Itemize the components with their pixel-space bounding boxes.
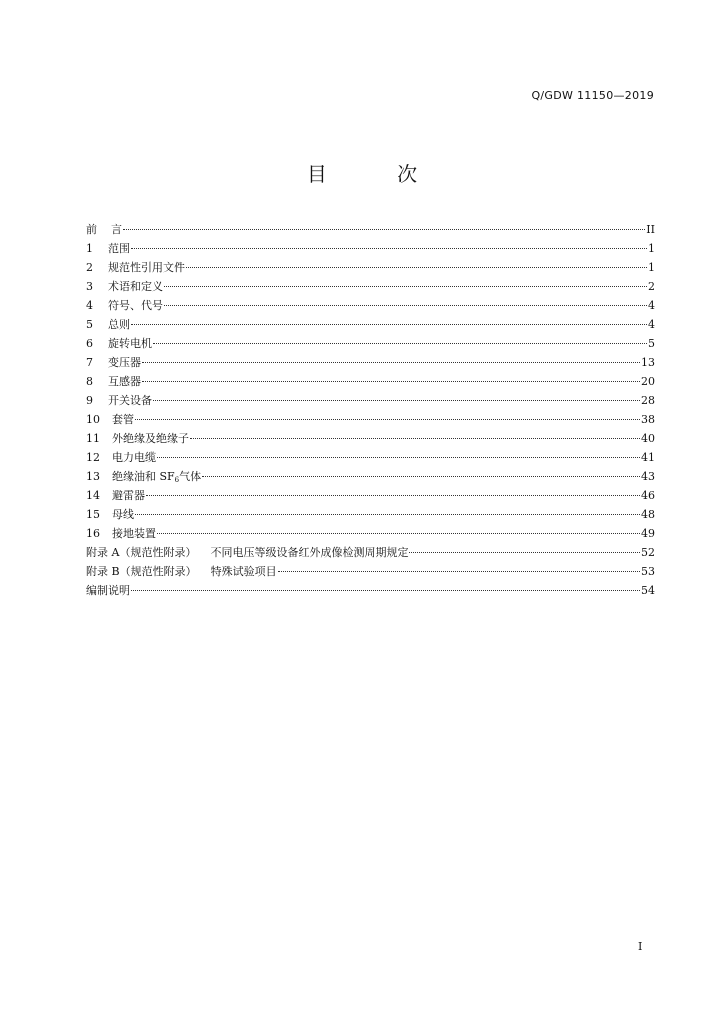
toc-page-number: 13 <box>641 356 655 369</box>
toc-leader-dots <box>164 273 647 287</box>
toc-title: 目 次 <box>306 162 450 186</box>
toc-page-number: 20 <box>641 375 655 388</box>
toc-page-number: 5 <box>648 337 655 350</box>
toc-page-number: 41 <box>641 451 655 464</box>
toc-entry-label: 10 套管 <box>86 413 134 426</box>
toc-entry-label: 14 避雷器 <box>86 489 145 502</box>
toc-leader-dots <box>123 216 645 230</box>
toc-leader-dots <box>131 577 640 591</box>
toc-leader-dots <box>142 349 640 363</box>
toc-entry-label: 附录 A（规范性附录） 不同电压等级设备红外成像检测周期规定 <box>86 546 409 559</box>
toc-page-number: 48 <box>641 508 655 521</box>
toc-entry-compilation-notes[interactable] <box>86 580 655 599</box>
toc-leader-dots <box>135 406 640 420</box>
toc-page-number: 2 <box>648 280 655 293</box>
toc-leader-dots <box>202 463 640 477</box>
toc-page-number: 46 <box>641 489 655 502</box>
toc-leader-dots <box>131 235 647 249</box>
toc-leader-dots <box>190 425 640 439</box>
toc-page-number: 38 <box>641 413 655 426</box>
toc-page-number: 43 <box>641 470 655 483</box>
toc-entry-label: 16 接地装置 <box>86 527 156 540</box>
toc-entry-label: 8 互感器 <box>86 375 141 388</box>
toc-entry-label: 12 电力电缆 <box>86 451 156 464</box>
toc-page-number: 4 <box>648 299 655 312</box>
toc-page-number: 28 <box>641 394 655 407</box>
toc-entry-label: 编制说明 <box>86 584 130 597</box>
toc-page-number: 49 <box>641 527 655 540</box>
page-number: I <box>638 940 643 953</box>
toc-leader-dots <box>164 292 647 306</box>
toc-entry-label: 11 外绝缘及绝缘子 <box>86 432 189 445</box>
toc-leader-dots <box>153 330 647 344</box>
toc-leader-dots <box>186 254 647 268</box>
toc-leader-dots <box>157 444 640 458</box>
toc-entry-label: 附录 B（规范性附录） 特殊试验项目 <box>86 565 277 578</box>
toc-page-number: 1 <box>648 261 655 274</box>
toc-leader-dots <box>278 558 640 572</box>
toc-entry-label: 4 符号、代号 <box>86 299 163 312</box>
toc-entry-label: 3 术语和定义 <box>86 280 163 293</box>
toc-entry-label: 15 母线 <box>86 508 134 521</box>
toc-page-number: 53 <box>641 565 655 578</box>
toc-leader-dots <box>131 311 647 325</box>
toc-page-number: 1 <box>648 242 655 255</box>
toc-entry-label: 7 变压器 <box>86 356 141 369</box>
toc-leader-dots <box>142 368 640 382</box>
toc-entry-label: 9 开关设备 <box>86 394 152 407</box>
toc-page-number: 4 <box>648 318 655 331</box>
toc-entry-label: 2 规范性引用文件 <box>86 261 185 274</box>
toc-page-number: 40 <box>641 432 655 445</box>
toc-leader-dots <box>135 501 640 515</box>
toc-leader-dots <box>157 520 640 534</box>
toc-entry-label: 6 旋转电机 <box>86 337 152 350</box>
toc-page-number: 52 <box>641 546 655 559</box>
toc-leader-dots <box>146 482 640 496</box>
toc-page-number: 54 <box>641 584 655 597</box>
toc-entry-label: 前 言 <box>86 223 122 236</box>
table-of-contents <box>86 219 655 599</box>
toc-leader-dots <box>153 387 640 401</box>
document-code: Q/GDW 11150—2019 <box>531 89 654 102</box>
toc-entry-label: 13 绝缘油和 $SF_6$气体 <box>86 470 202 484</box>
toc-entry-label: 1 范围 <box>86 242 130 255</box>
toc-page-number: II <box>646 223 655 236</box>
toc-leader-dots <box>409 539 640 553</box>
toc-entry-label: 5 总则 <box>86 318 130 331</box>
